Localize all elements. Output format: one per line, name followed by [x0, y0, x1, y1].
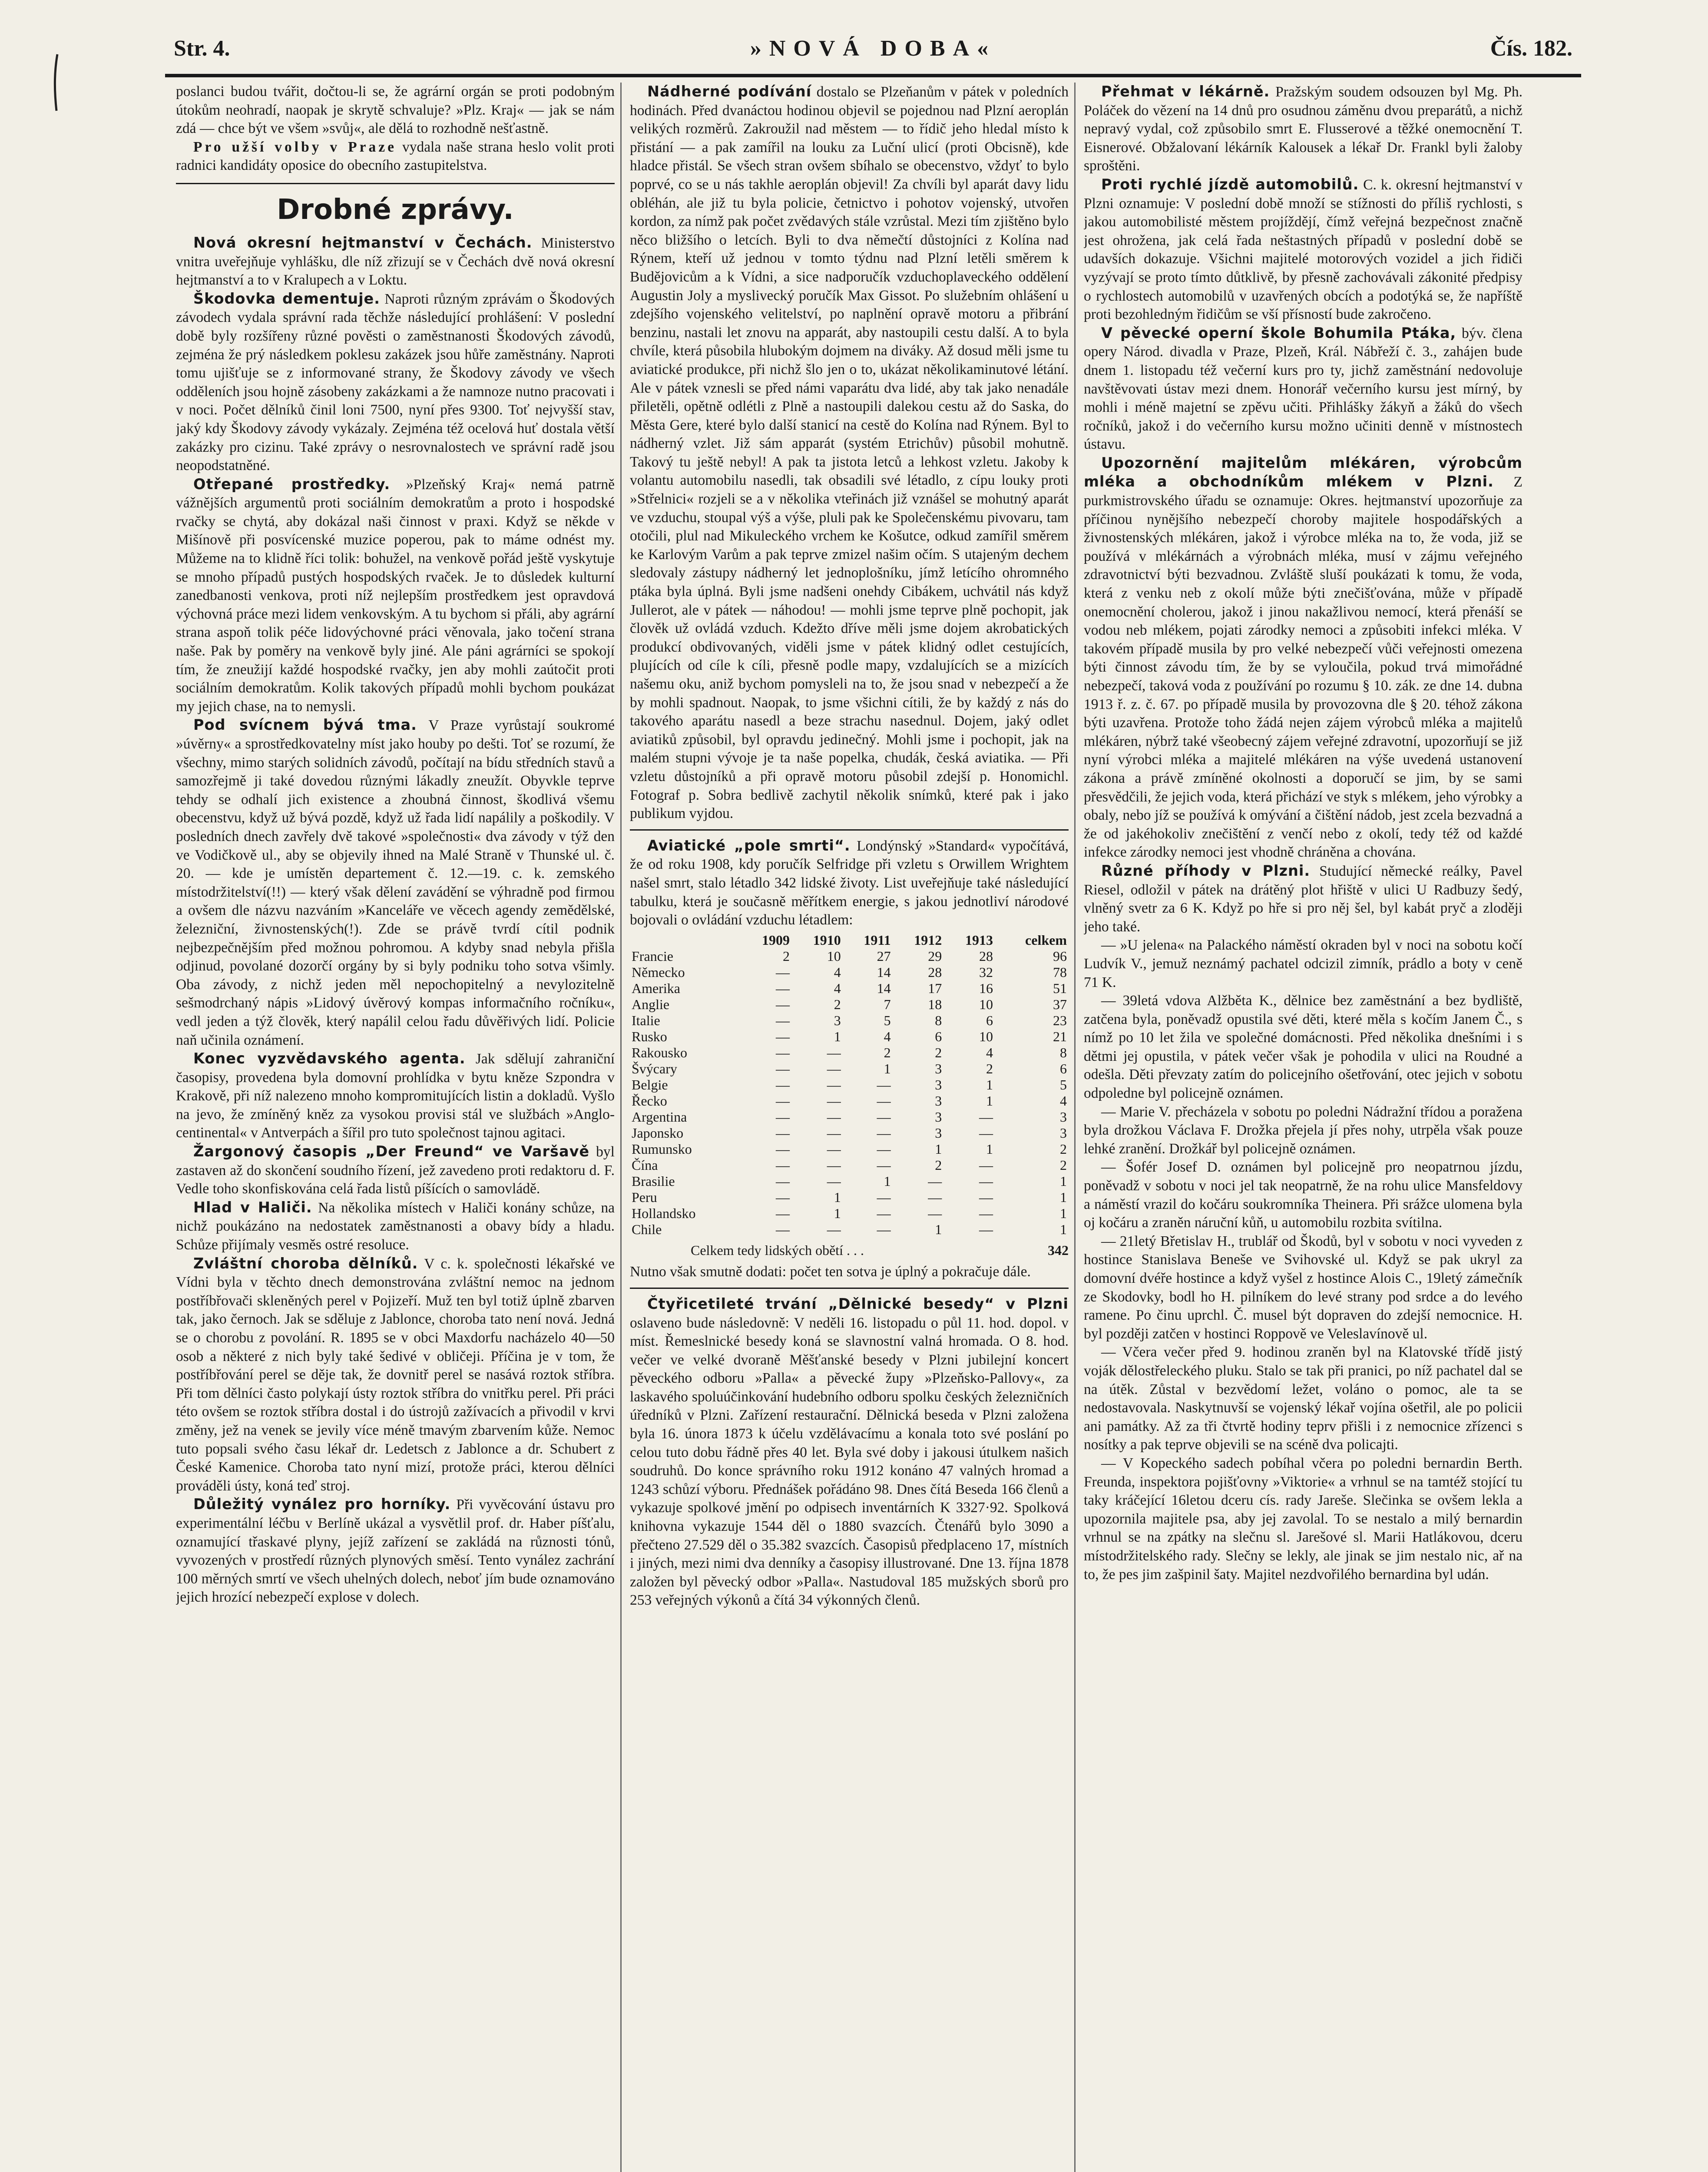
table-cell: —	[776, 1076, 790, 1093]
article-body: Naproti různým zprávám o Škodových závodech vydala správní rada těchže následující prohlášení: V poslední době byly rozšířeny různé pověsti o zaměstnanosti Škodových závodů, zejména že prý následkem poklesu zakázek jsou hůře zaměstnány. Naproti tomu ujišťuje se z informované strany, že Škodovy závody ve všech odděleních jsou hojně zásobeny zakázkami a že namnoze nutno pracovati i v noci. Počet dělníků činil loni 7500, nyní přes 9300. Toť nejvyšší stav, jaký kdy Škodovy závody vykázaly. Zejména též ocelová huť dostala větší zakázky pro cizinu. Také zprávy o nesrovnalostech ve správní radě jsou neopodstatněné.	[176, 291, 615, 474]
table-cell: 1	[884, 1173, 891, 1189]
table-cell: —	[776, 1109, 790, 1125]
table-row	[630, 997, 1069, 1013]
table-cell: —	[979, 1221, 993, 1237]
article	[630, 1295, 1069, 1610]
table-row	[630, 1093, 1069, 1109]
table-cell: 4	[884, 1028, 891, 1044]
total-label: Celkem tedy lidských obětí . . .	[691, 1242, 864, 1258]
article-headline: Přehmat v lékárně.	[1101, 83, 1270, 100]
table-cell: 4	[834, 980, 841, 996]
article-body: Studující německé reálky, Pavel Riesel, odložil v pátek na drátěný plot hřiště v ulici U Radbuzy šedý, vlněný svetr za 6 K. Když po hře si pro něj šel, byl kabát pryč a zloději jeho také.	[1084, 863, 1523, 935]
table-cell: 7	[884, 996, 891, 1012]
table-row	[630, 1141, 1069, 1157]
page-header	[165, 26, 1581, 77]
paragraph: — »U jelena« na Palackého náměstí okraden byl v noci na sobotu kočí Ludvík V., jemuž neznámý pachatel odcizil zimník, prádlo a boty v ceně 71 K.	[1084, 937, 1523, 990]
table-cell: —	[827, 1125, 841, 1141]
article-headline: Škodovka dementuje.	[193, 290, 380, 307]
table-cell: —	[776, 1093, 790, 1109]
table-cell: Čína	[632, 1157, 658, 1173]
pencil-mark-icon	[44, 52, 70, 113]
table-cell: 14	[877, 964, 891, 980]
article-body: »Plzeňský Kraj« nemá patrně vážnějších argumentů proti sociálním demokratům a proto i hospodské rvačky se chytá, aby dokázal naši činnost v praxi. Když se někde v Mišínově při posvícenské muzice poperou, pak to máme odnést my. Můžeme na to klidně říci tolik: bohužel, na venkově pořád ještě vyskytuje se mnoho případů pustých hospodských rvaček. Je to důsledek kulturní zanedbanosti venkova, proti níž nejlepším prostředkem jest opravdová výchovná práce mezi lidem venkovským. A tu bychom si přáli, aby agrární strana aspoň tolik péče lidovýchovné práci věnovala, jako točení strana naše. Pak by poměry na venkově byly jiné. Ale páni agrárníci se spokojí tím, že zneužijí každé hospodské rvačky, jen aby mohli zaútočit proti sociálním demokratům. Kolik takových případů mohli bychom poukázat my jejich chase, na to nemysli.	[176, 476, 615, 715]
table-cell: —	[776, 1012, 790, 1028]
table-cell: 3	[1060, 1125, 1067, 1141]
article-headline: Zvláštní choroba dělníků.	[193, 1255, 418, 1272]
table-cell: 18	[928, 996, 942, 1012]
table-cell: Francie	[632, 948, 673, 964]
article-headline: Nová okresní hejtmanství v Čechách.	[193, 234, 533, 251]
table-cell: —	[776, 1221, 790, 1237]
article-body: oslaveno bude následovně: V neděli 16. listopadu o půl 11. hod. dopol. v míst. Řemeslnické besedy koná se slavnostní valná hromada. O 8. hod. večer ve velké dvoraně Měšťanské besedy v Plzni jubilejní koncert pěveckého odboru »Palla« a pěvecké župy »Plzeňsko-Pallovy«, za laskavého spoluúčinkování hudebního odboru spolku českých železničních úředníků v Plzni. Zařízení restaurační. Dělnická beseda v Plzni založena byla 16. února 1873 k účelu vzdělávacímu a konala toto své poslání po celou tuto dobu řádně přes 40 let. Byla své doby i jakousi útulkem našich soudruhů. Do konce správního roku 1912 konáno 47 valných hromad a 1243 schůzí výboru. Přednášek pořádáno 98. Dnes čítá Beseda 166 členů a vykazuje spolkové jmění po odpisech inventárních K 3327·92. Spolková knihovna vykazuje 1544 děl o 1880 svazcích. Čtenářů bylo 3090 a přečteno 27.529 děl o 35.382 svazcích. Časopisů předplaceno 17, místních i jiných, mezi nimi dva denníky a časopisy illustrované. Dne 13. října 1878 založen byl pěvecký odbor »Palla«. Nastudoval 185 mužských sborů pro 253 veřejných výkonů a čítá 34 výkonných členů.	[630, 1314, 1069, 1609]
paragraph: poslanci budou tvářit, dočtou-li se, že agrární orgán se proti podobným útokům neohradí, naopak je skrytě schvaluje? »Plz. Kraj« — jak se nám zdá — chce být ve všem »svůj«, ale dělá to rozhodně nešťastně.	[176, 83, 615, 137]
table-cell: Švýcary	[632, 1060, 677, 1076]
table-cell: 1	[986, 1093, 993, 1109]
table-cell: —	[827, 1221, 841, 1237]
table-cell: —	[979, 1109, 993, 1125]
table-cell: 2	[834, 996, 841, 1012]
article-headline: Aviatické „pole smrti“.	[647, 837, 851, 854]
table-row	[630, 1029, 1069, 1045]
table-cell: —	[979, 1205, 993, 1221]
table-cell: 51	[1053, 980, 1067, 996]
table-cell: 78	[1053, 964, 1067, 980]
table-row	[630, 948, 1069, 964]
table-cell: 3	[935, 1125, 942, 1141]
table-header-cell: 1909	[762, 932, 790, 948]
table-total	[691, 1241, 1069, 1260]
table-row	[630, 964, 1069, 980]
table-cell: —	[877, 1141, 891, 1157]
table-cell: 2	[935, 1157, 942, 1173]
table-cell: —	[776, 1205, 790, 1221]
article	[176, 716, 615, 1050]
table-cell: —	[776, 1157, 790, 1173]
table-cell: —	[979, 1173, 993, 1189]
table-cell: Chile	[632, 1221, 662, 1237]
table-cell: 96	[1053, 948, 1067, 964]
article-headline: Pod svícnem bývá tma.	[193, 716, 417, 734]
article	[1084, 324, 1523, 454]
article	[176, 1050, 615, 1142]
table-cell: —	[827, 1060, 841, 1076]
table-cell: 1	[834, 1028, 841, 1044]
article-body: Ministerstvo vnitra uveřejňuje vyhlášku, dle níž zřizují se v Čechách dvě nová okresní hejtmanství a to v Kralupech a v Loktu.	[176, 235, 615, 288]
table-cell: 2	[986, 1060, 993, 1076]
paragraph: — Šofér Josef D. oznámen byl policejně pro neopatrnou jízdu, poněvadž v sobotu v noci jel tak neopatrně, že na rohu ulice Mansfeldovy a náměstí vrazil do kočáru soukromníka Theinera. Při srážce ulomena byla oj kočáru a zraněn náruční kůň, u automobilu rozbita svítilna.	[1084, 1159, 1523, 1231]
total-value: 342	[1048, 1242, 1069, 1258]
article-headline: Otřepané prostředky.	[193, 475, 391, 493]
table-cell: 1	[1060, 1173, 1067, 1189]
table-cell: 5	[884, 1012, 891, 1028]
table-cell: —	[827, 1044, 841, 1060]
article	[1084, 862, 1523, 936]
table-cell: Japonsko	[632, 1125, 684, 1141]
table-row	[630, 1013, 1069, 1029]
table-row	[630, 1045, 1069, 1061]
article-headline: Konec vyzvědavského agenta.	[193, 1050, 466, 1067]
table-cell: —	[979, 1125, 993, 1141]
table-header-cell: 1911	[864, 932, 891, 948]
table-row	[630, 1189, 1069, 1205]
table-cell: 37	[1053, 996, 1067, 1012]
table-cell: —	[877, 1093, 891, 1109]
table-cell: 5	[1060, 1076, 1067, 1093]
column-divider	[620, 83, 622, 2172]
table-cell: Amerika	[632, 980, 680, 996]
article-headline: V pěvecké operní škole Bohumila Ptáka,	[1101, 324, 1456, 341]
paragraph: — 21letý Břetislav H., trublář od Škodů, byl v sobotu v noci vyveden z hostince Stanislava Beneše ve Svihovské ul. Když se pak ukryl za domovní dvéře hostince a když vyšel z hostince Alois C., 19letý zámečník ze Skodovky, bodl ho H. pilníkem do levé strany pod srdce a do levého ramene. Po činu uprchl. Č. musel být dopraven do zdejší nemocnice. H. byl později zatčen v hostinci Roppově ve Veleslavínově ul.	[1084, 1233, 1523, 1342]
table-cell: 17	[928, 980, 942, 996]
table-cell: Rumunsko	[632, 1141, 692, 1157]
paragraph: — Marie V. přecházela v sobotu po poledni Nádražní třídou a poražena byla drožkou Václava F. Drožka přejela jí přes nohy, utrpěla však pouze lehké zranění. Drožkář byl policejně oznámen.	[1084, 1103, 1523, 1157]
table-cell: —	[827, 1173, 841, 1189]
paragraph: — V Kopeckého sadech pobíhal včera po poledni bernardin Berth. Freunda, inspektora pojišťovny »Viktorie« a vrhnul se na tamtéž stojící tu taky kráčející 16letou dceru cís. rady Jareše. Slečinka se ovšem lekla a upozornila majitele psa, aby jej zavolal. To se nestalo a milý bernardin vrhnul se na zpátky na slečnu sl. Jarešové sl. Marii Hatlákovou, dceru místodržitelského rady. Slečny se lekly, ale jinak se jim nestalo nic, ař na to, že pes jim zašpinil šaty. Majitel nezdvořilého bernardina byl udán.	[1084, 1455, 1523, 1583]
article-headline: Důležitý vynález pro horníky.	[193, 1496, 451, 1513]
table-cell: 3	[935, 1093, 942, 1109]
article-body: dostalo se Plzeňanům v pátek v poledních hodinách. Před dvanáctou hodinou objevil se pojednou nad Plzní aeroplán velikých rozměrů. Zakroužil nad městem — to řídič jeho hledal místo k přistání — a pak zamířil na louku za Luční ulicí (proti Obcisně), kde hladce přistál. Se všech stran ovšem sbíhalo se obecenstvo, vždyť to bylo poprvé, co se u nás takhle aeroplán objevil! Za chvíli byl aparát davy lidu obléhán, ale již tu byla policie, četnictvo i pohotov vojenský, utvořen kordon, za nímž pak počet zvědavých stále vzrůstal. Mezi tím zjištěno bylo něco bližšího o letcích. Byli to dva němečtí důstojníci z Kolína nad Rýnem, kteří už jednou v tomto týdnu nad Plzní letěli směrem k Budějovicům a k Vídni, a sice nadporučík vzduchoplaveckého oddělení Augustin Joly a myslivecký poručík Max Gissot. Po služebním ohlášení u zdejšího vojenského velitelství, po naplnění opravě motoru a přibrání benzinu, nastali let znovu na apparát, aby nastoupili cestu další. A to byla chvíle, která působila hlubokým dojmem na diváky. Až dosud měli jsme tu aviatické produkce, při nichž šlo jen o to, ukázat několikaminutové létání. Ale v pátek vznesli se před námi vaparátu dva lidé, aby tak jako nenadále přiletěli, opětně odlétli z Plně a nastoupili dalekou cestu až do Saska, do Města Gere, které bylo další stanicí na cestě do Kolína nad Rýnem. Byl to nádherný vzlet. Již sám apparát (systém Etrichův) působil mohutně. Takový tu ještě nebyl! A pak ta jistota letců a lehkost vzletu. Jakoby k volantu automobilu nasedli, tak obsadili své létadlo, z cípu louky proti »Střelnici« rozjeli se a v několika vteřinách již vznášel se mohutný aparát ve vzduchu, stoupal výš a výše, pluli pak ke Společenskému pivovaru, tam otočili, plul nad Mikuleckého vrchem ke Košutce, odkud zamířil směrem ke Karlovým Varům a pak teprve zmizel našim očím. S utajeným dechem sledovaly zástupy nádherný let jednoplošníku, jímž letícího ohromného ptáka byla úplná. Byli jsme nadšeni onehdy Cibákem, uchvátil nás když Jullerot, ale v pátek — náhodou! — mohli jsme teprve plně pochopit, jak člověk už ovládá vzduch. Kdežto dříve měli jsme dojem akrobatických produkcí obdivovaných, viděli jsme v pátek klidný odlet cestujících, plujících od cíle k cíli, přesně podle mapy, vzdalujících se a mizících našemu oku, aniž bychom pomysleli na to, že jsou snad v nebezpečí a že by mohli spadnout. Naopak, to jsme všichni cítili, že by každý z nás do takového aparátu nasedl a beze strachu nasednul. Dojem, jaký odlet aviatiků způsobil, byl opravdu jedinečný. Mohli jsme i pochopit, jak na malém stupni vývoje je ta naše popelka, chudák, česká aviatika. — Při vzletu důstojníků a při opravě motoru působil zdejší p. Honomichl. Fotograf p. Sobra bedlivě zachytil několik snímků, které pak i jako publikum vyjdou.	[630, 84, 1069, 822]
table-cell: 32	[979, 964, 993, 980]
table-cell: 14	[877, 980, 891, 996]
article-body: Při vyvěcování ústavu pro experimentální léčbu v Berlíně ukázal a vysvětlil prof. dr. Haber píšťalu, oznamující třaskavé plyny, jejíž zařízení se zakládá na různosti tónů, vyvozených v prostředí různých plynových směsí. Tento vynález zachrání 100 měrných smrtí ve všech uhelných dolech, neboť jím bude oznamováno jejich hrozící nebezpečí explose v dolech.	[176, 1497, 615, 1606]
table-header-cell	[630, 932, 740, 948]
table-cell: —	[928, 1189, 942, 1205]
table-cell: 23	[1053, 1012, 1067, 1028]
article	[176, 1142, 615, 1199]
article-body: Na několika místech v Haliči konány schůze, na nichž poukázáno na nedostatek zaměstnanosti a obavy bídy a hladu. Schůze přijímaly vesměs ostré resoluce.	[176, 1199, 615, 1253]
lead-phrase: Pro užší volby v Praze	[193, 139, 397, 155]
masthead-title: »NOVÁ DOBA«	[750, 36, 996, 61]
table-cell: —	[827, 1093, 841, 1109]
article	[630, 83, 1069, 823]
article-body: V c. k. společnosti lékařské ve Vídni byla v těchto dnech demonstrována zvláštní nemoc na jednom postříbřovači skleněných perel v Pojizeří. Muž ten byl totiž úplně zbarven tak, jako černoch. Jak se sděluje z Jablonce, choroba tato není nová. Jedná se o chorobu z povolání. R. 1895 se v obci Maxdorfu nacházelo 40—50 osob a některé z nich byly také šedivé v obličeji. Příčina je v tom, že postříbřování perel se děje tak, že dovnitř perel se nasává roztok stříbra. Při tom dělníci často polykají ústy roztok stříbra do vnitřku perel. Při práci této ovšem se roztok stříbra dostal i do ústrojů zažívacích a přivodil v krvi změny, jež na venek se jevily více méně tmavým zbarvením kůže. Nemoc tuto popsali svého času lékař dr. Ledetsch z Jablonce a dr. Schubert z České Kamenice. Choroba tato nyní mizí, protože práci, kterou dělníci prováděli ústy, koná teď stroj.	[176, 1255, 615, 1494]
column-1	[176, 83, 615, 2172]
table-cell: —	[776, 964, 790, 980]
table-cell: 10	[979, 1028, 993, 1044]
table-cell: 2	[783, 948, 790, 964]
table-cell: 10	[979, 996, 993, 1012]
article-headline: Upozornění majitelům mlékáren, výrobcům mléka a obchodníkům mlékem v Plzni.	[1084, 454, 1523, 490]
table-cell: 1	[935, 1221, 942, 1237]
table-cell: 1	[1060, 1221, 1067, 1237]
table-cell: 2	[1060, 1141, 1067, 1157]
table-cell: 27	[877, 948, 891, 964]
table-cell: 2	[1060, 1157, 1067, 1173]
table-header-cell: 1913	[965, 932, 993, 948]
table-cell: 1	[935, 1141, 942, 1157]
table-row	[630, 1109, 1069, 1125]
article-divider	[630, 1288, 1069, 1289]
table-cell: —	[776, 1044, 790, 1060]
table-header-cell: celkem	[1025, 932, 1067, 948]
table-cell: —	[877, 1157, 891, 1173]
table-cell: 16	[979, 980, 993, 996]
article	[176, 1255, 615, 1496]
paragraph: — Včera večer před 9. hodinou zraněn byl na Klatovské třídě jistý voják dělostřeleckého pluku. Stalo se tak při pranici, po níž pachatel dal se na útěk. Zůstal v bezvědomí ležet, voláno o pomoc, ale ta se nedostavovala. Naskytnuvší se vojenský lékař vojína ošetřil, ale po policii ani památky. Až za tři čtvrtě hodiny teprv přišli i z nemocnice zřízenci s nosítky a pak teprve objevili se na scéně dva policajti.	[1084, 1344, 1523, 1453]
article	[176, 475, 615, 716]
table-cell: —	[776, 1028, 790, 1044]
article-headline: Proti rychlé jízdě automobilů.	[1101, 175, 1359, 193]
table-cell: 29	[928, 948, 942, 964]
article-body: Londýnský »Standard« vypočítává, že od roku 1908, kdy poručík Selfridge při vzletu s Orwillem Wrightem našel smrt, stalo létadlo 342 lidské životy. List uveřejňuje také následující tabulku, která je současně měřítkem energie, s jakou jednotliví národové bojovali o ovládání vzduchu létadlem:	[630, 838, 1069, 928]
article	[630, 837, 1069, 930]
table-header-cell: 1912	[914, 932, 942, 948]
table-cell: Brasilie	[632, 1173, 675, 1189]
table-cell: Argentina	[632, 1109, 687, 1125]
table-cell: 1	[986, 1141, 993, 1157]
table-cell: 8	[935, 1012, 942, 1028]
article	[176, 234, 615, 290]
table-header-row	[630, 932, 1069, 948]
table-cell: 3	[935, 1060, 942, 1076]
table-cell: 3	[834, 1012, 841, 1028]
table-cell: Rakousko	[632, 1044, 687, 1060]
table-cell: —	[827, 1141, 841, 1157]
table-cell: —	[827, 1109, 841, 1125]
page-number: Str. 4.	[174, 36, 230, 61]
table-row	[630, 1157, 1069, 1173]
table-cell: Německo	[632, 964, 685, 980]
table-row	[630, 980, 1069, 997]
table-cell: —	[928, 1173, 942, 1189]
table-cell: 21	[1053, 1028, 1067, 1044]
paragraph	[176, 138, 615, 175]
article-divider	[630, 829, 1069, 831]
table-cell: —	[827, 1157, 841, 1173]
table-cell: 2	[935, 1044, 942, 1060]
article-headline: Hlad v Haliči.	[193, 1199, 312, 1216]
article	[1084, 454, 1523, 862]
table-cell: 6	[986, 1012, 993, 1028]
table-cell: 6	[1060, 1060, 1067, 1076]
column-3	[1084, 83, 1523, 2172]
table-cell: 1	[1060, 1189, 1067, 1205]
table-row	[630, 1061, 1069, 1077]
table-cell: 1	[986, 1076, 993, 1093]
column-divider	[1074, 83, 1076, 2172]
table-cell: —	[877, 1076, 891, 1093]
table-row	[630, 1125, 1069, 1141]
table-cell: —	[776, 996, 790, 1012]
article-body: Pražským soudem odsouzen byl Mg. Ph. Poláček do vězení na 14 dnů pro osudnou záměnu dvou preparátů, a nichž nepravý vydal, což způsobilo smrt E. Flusserové a těžké onemocnění T. Eisnerové. Obžalovaní lékárník Kalousek a lékař Dr. Frankl byli žaloby sproštěni.	[1084, 84, 1523, 174]
table-cell: —	[877, 1189, 891, 1205]
article-body: byl zastaven až do skončení soudního řízení, jež zavedeno proti redaktoru d. F. Vedle toho skonfiskována celá řada listů píšících o samovládě.	[176, 1144, 615, 1197]
article-body: V Praze vyrůstají soukromé »úvěrny« a sprostředkovatelny míst jako houby po dešti. Toť se rozumí, že všechny, mimo starých solidních závodů, počítají na bídu středních stavů a samozřejmě ji také dovedou různými lákadly zneužít. Obyvkle teprve tehdy se odhalí jich existence a zhoubná činnost, škodlivá všemu obecenstvu, když už bývá pozdě, když už řada lidí napálily a poškodily. V posledních dnech zavřely dvě takové »společnosti« dva závody v týž den ve Vodičkově ul., aby se objevily ihned na Malé Straně v Thunské ul. č. 20. — kde je umístěn departement č. 12.—19. c. k. zemského místodržitelství(!!) — který však dělení zavádění se výhradně pod firmou a ovšem dle názvu nazváním »Kanceláře ve věcech agendy zemědělské, železniční, živnostenských(!). Zde se právě tvrdí cítil podnik nejbezpečnějším před možnou pohromou. A kdyby snad nebyla přišla odjinud, povolané dozorčí orgány by si byly podniku toho sotva všimly. Oba závody, z nichž jeden měl nepochopitelný a nevylozitelně sešmodrchaný nápis »Lidový úvěrový kompas informačního ročníku«, vedl jeden a týž člověk, který napálil celou řadu důvěřivých lidí. Policie naň učinila oznámení.	[176, 717, 615, 1048]
table-header-cell: 1910	[813, 932, 841, 948]
table-cell: 2	[884, 1044, 891, 1060]
paragraph: Nutno však smutně dodati: počet ten sotva je úplný a pokračuje dále.	[630, 1264, 1031, 1280]
table-cell: —	[776, 1060, 790, 1076]
table-cell: 3	[1060, 1109, 1067, 1125]
table-cell: —	[877, 1205, 891, 1221]
article-headline: Nádherné podívání	[647, 83, 812, 100]
table-cell: —	[928, 1205, 942, 1221]
table-cell: 8	[1060, 1044, 1067, 1060]
table-cell: —	[776, 1173, 790, 1189]
article-body: C. k. okresní hejtmanství v Plzni oznamuje: V poslední době množí se stížnosti do příliš rychlosti, s jakou automobilisté městem projíždějí, čímž veřejná bezpečnost značně jest ohrožena, jak celá řada neštastných případů v poslední době se udavších dokazuje. Všichni majitelé motorových vozidel a jich řidiči vyzývají se proto tímto důtklivě, by přesně zachovávali zákonité předpisy o rychlostech automobilů v uzavřených obcích a podotýká se, že napříště proti bezohledným řidičům se vší přísností bude zakročeno.	[1084, 176, 1523, 323]
table-cell: 3	[935, 1109, 942, 1125]
table-cell: —	[877, 1221, 891, 1237]
column-2	[630, 83, 1069, 2172]
table-cell: Anglie	[632, 996, 670, 1012]
table-cell: —	[827, 1076, 841, 1093]
section-title: Drobné zprávy.	[176, 183, 615, 229]
body-text: vydala naše strana heslo volit proti radnici kandidáty oposice do obecního zastupitelstva.	[176, 139, 615, 174]
article-headline: Čtyřicetileté trvání „Dělnické besedy“ v Plzni	[647, 1295, 1069, 1312]
article	[1084, 83, 1523, 175]
table-cell: —	[776, 1125, 790, 1141]
aviation-fatalities-table	[630, 932, 1069, 1238]
table-cell: 1	[1060, 1205, 1067, 1221]
table-cell: 1	[834, 1189, 841, 1205]
article-body: býv. člena opery Národ. divadla v Praze, Plzeň, Král. Nábřeží č. 3., zahájen bude dnem 1. listopadu též večerní kurs pro ty, jichž zaměstnání nedovoluje navštěvovati ústav mezi dnem. Honorář večerního kursu jest mírný, by mohli i méně majetní se zpěvu učiti. Přihlášky žákyň a žáků do všech ročníků, jakož i do večerního kursu možno učiniti denně v místnostech ústavu.	[1084, 325, 1523, 453]
article-body: Z purkmistrovského úřadu se oznamuje: Okres. hejtmanství upozorňuje za příčinou nynějšího nebezpečí choroby majitele hospodářských a živnostenských mlékáren, jakož i výrobce mléka na to, že voda, již se používá v mlékárnách a výrobnách mléka, musí v zájmu veřejného zdravotnictví býti bezvadnou. Zvláště sluší poukázati k tomu, že voda, která z venku neb z okolí může býti znečišťována, může v případě onemocnění cholerou, jakož i jinou nakažlivou nemocí, která přenáší se vodou neb mlékem, pojati zárodky nemoci a způsobiti infekci mléka. V takovém případě musila by pro velké nebezpečí vůči veřejnosti omezena býti činnost závodu tím, že by se vyloučila, pokud trvá mimořádné nebezpečí, taková voda z používání po rozumu § 10. zák. ze dne 14. dubna 1913 ř. z. č. 67. po případě musila by provozovna dle § 20. téhož zákona býti uzavřena. Protože toho žádá nejen zájem výrobců mléka a majitelů mlékáren, nýbrž také všeobecný zájem veřejné zdravotní, upozorňují se již nyní výrobci mléka a majitelé mlékáren na výše uvedená ustanovení zákona a právě zmíněné okolnosti a doporučí se jim, by se sami přesvědčili, že jejich voda, která přichází ve styk s mlékem, jeho výrobky a obaly, nebo jíž se používá k omývání a čištění nádob, jest zcela bezvadná a že od jakéhokoliv znečištění z venčí nebo z okolí, tedy též od každé infekce zárodky nemoci jest vhodně chráněna a chována.	[1084, 474, 1523, 861]
issue-number: Čís. 182.	[1490, 36, 1572, 61]
article-body: Jak sdělují zahraniční časopisy, provedena byla domovní prohlídka v bytu kněze Szpondra v Krakově, při níž nalezeno mnoho kompromitujících listin a dokladů. Vyšlo na jevo, že zmíněný kněz za vysokou provisi stál ve službách »Anglo-centinental« v Antverpách a šířil pro tuto společnost tajnou agitaci.	[176, 1051, 615, 1141]
article	[176, 1199, 615, 1255]
article	[176, 1495, 615, 1607]
table-cell: 1	[834, 1205, 841, 1221]
table-row	[630, 1205, 1069, 1222]
table-cell: 6	[935, 1028, 942, 1044]
table-row	[630, 1222, 1069, 1238]
table-cell: Peru	[632, 1189, 657, 1205]
table-cell: —	[979, 1157, 993, 1173]
table-cell: —	[776, 1189, 790, 1205]
table-row	[630, 1173, 1069, 1189]
article	[176, 290, 615, 475]
table-body	[630, 948, 1069, 1238]
table-cell: 3	[935, 1076, 942, 1093]
table-cell: —	[776, 1141, 790, 1157]
table-cell: 28	[928, 964, 942, 980]
table-cell: —	[877, 1125, 891, 1141]
table-cell: 10	[827, 948, 841, 964]
table-cell: Řecko	[632, 1093, 667, 1109]
table-cell: 28	[979, 948, 993, 964]
table-row	[630, 1077, 1069, 1093]
table-cell: 4	[986, 1044, 993, 1060]
table-cell: —	[979, 1189, 993, 1205]
table-cell: Rusko	[632, 1028, 667, 1044]
table-cell: 1	[884, 1060, 891, 1076]
table-cell: 4	[834, 964, 841, 980]
paragraph: — 39letá vdova Alžběta K., dělnice bez zaměstnání a bez bydliště, zatčena byla, poněvadž opustila své děti, které měla s kočím Janem Č., s nímž po 10 let žila ve společné domácnosti. Před několika dnešními i s dětmi jej opustila, v pátek večer však je pohodila v ulici na Roudné a odešla. Děti převzaty zatím do policejního ošetřování, otec jejich v sobotu odpoledne byl policejně oznámen.	[1084, 993, 1523, 1102]
article-headline: Různé příhody v Plzni.	[1101, 862, 1311, 879]
table-cell: —	[776, 980, 790, 996]
table-cell: 4	[1060, 1093, 1067, 1109]
table-cell: Belgie	[632, 1076, 668, 1093]
article-headline: Žargonový časopis „Der Freund“ ve Varšavě	[193, 1143, 590, 1160]
table-cell: Italie	[632, 1012, 660, 1028]
table-cell: —	[877, 1109, 891, 1125]
table-cell: Hollandsko	[632, 1205, 696, 1221]
article	[1084, 175, 1523, 324]
